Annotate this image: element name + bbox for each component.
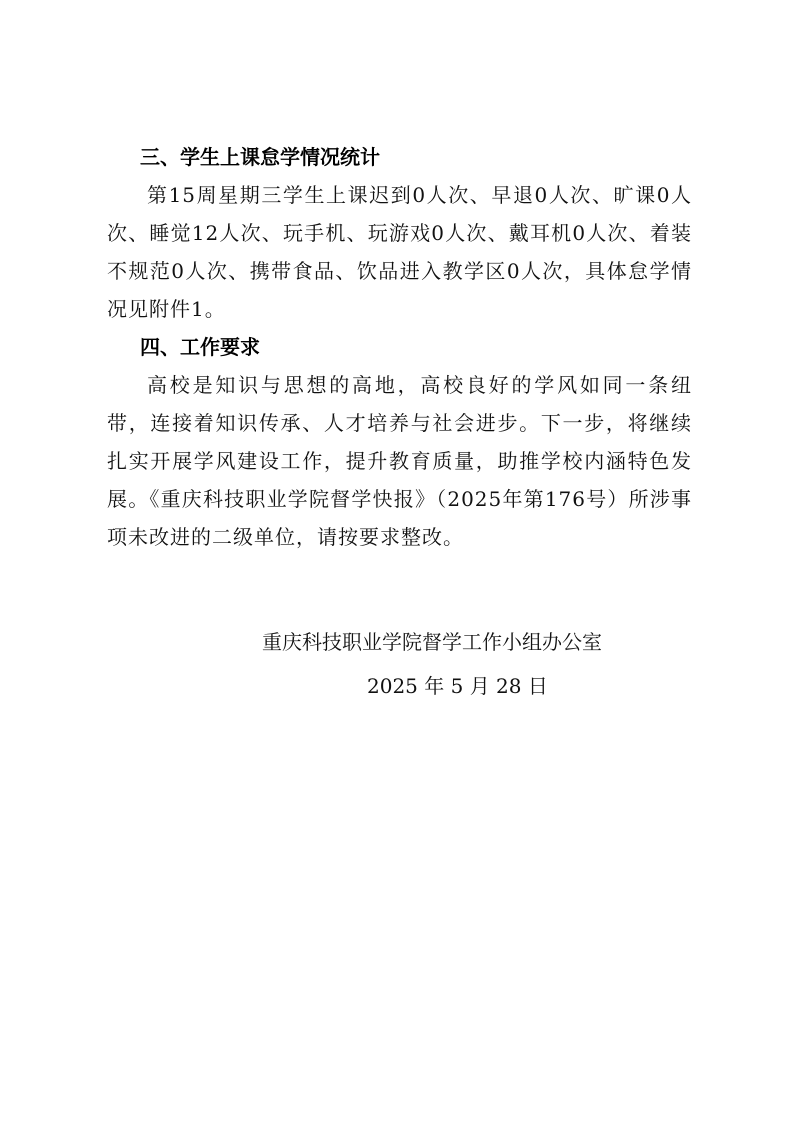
section-heading-3: 三、学生上课怠学情况统计: [140, 145, 380, 169]
signature-date: 2025 年 5 月 28 日: [367, 674, 548, 698]
section-paragraph-3: 第15周星期三学生上课迟到0人次、早退0人次、旷课0人次、睡觉12人次、玩手机、玩游戏0人次、戴耳机0人次、着装不规范0人次、携带食品、饮品进入教学区0人次，具体怠学情况见附件1。: [107, 183, 692, 321]
document-body: [107, 138, 692, 556]
section-paragraph-4: 高校是知识与思想的高地，高校良好的学风如同一条纽带，连接着知识传承、人才培养与社会进步。下一步，将继续扎实开展学风建设工作，提升教育质量，助推学校内涵特色发展。《重庆科技职业学院督学快报》（2025年第176号）所涉事项未改进的二级单位，请按要求整改。: [107, 373, 692, 549]
signature-organization: 重庆科技职业学院督学工作小组办公室: [262, 630, 602, 654]
signature-block: [0, 620, 793, 708]
section-heading-4: 四、工作要求: [140, 335, 260, 359]
